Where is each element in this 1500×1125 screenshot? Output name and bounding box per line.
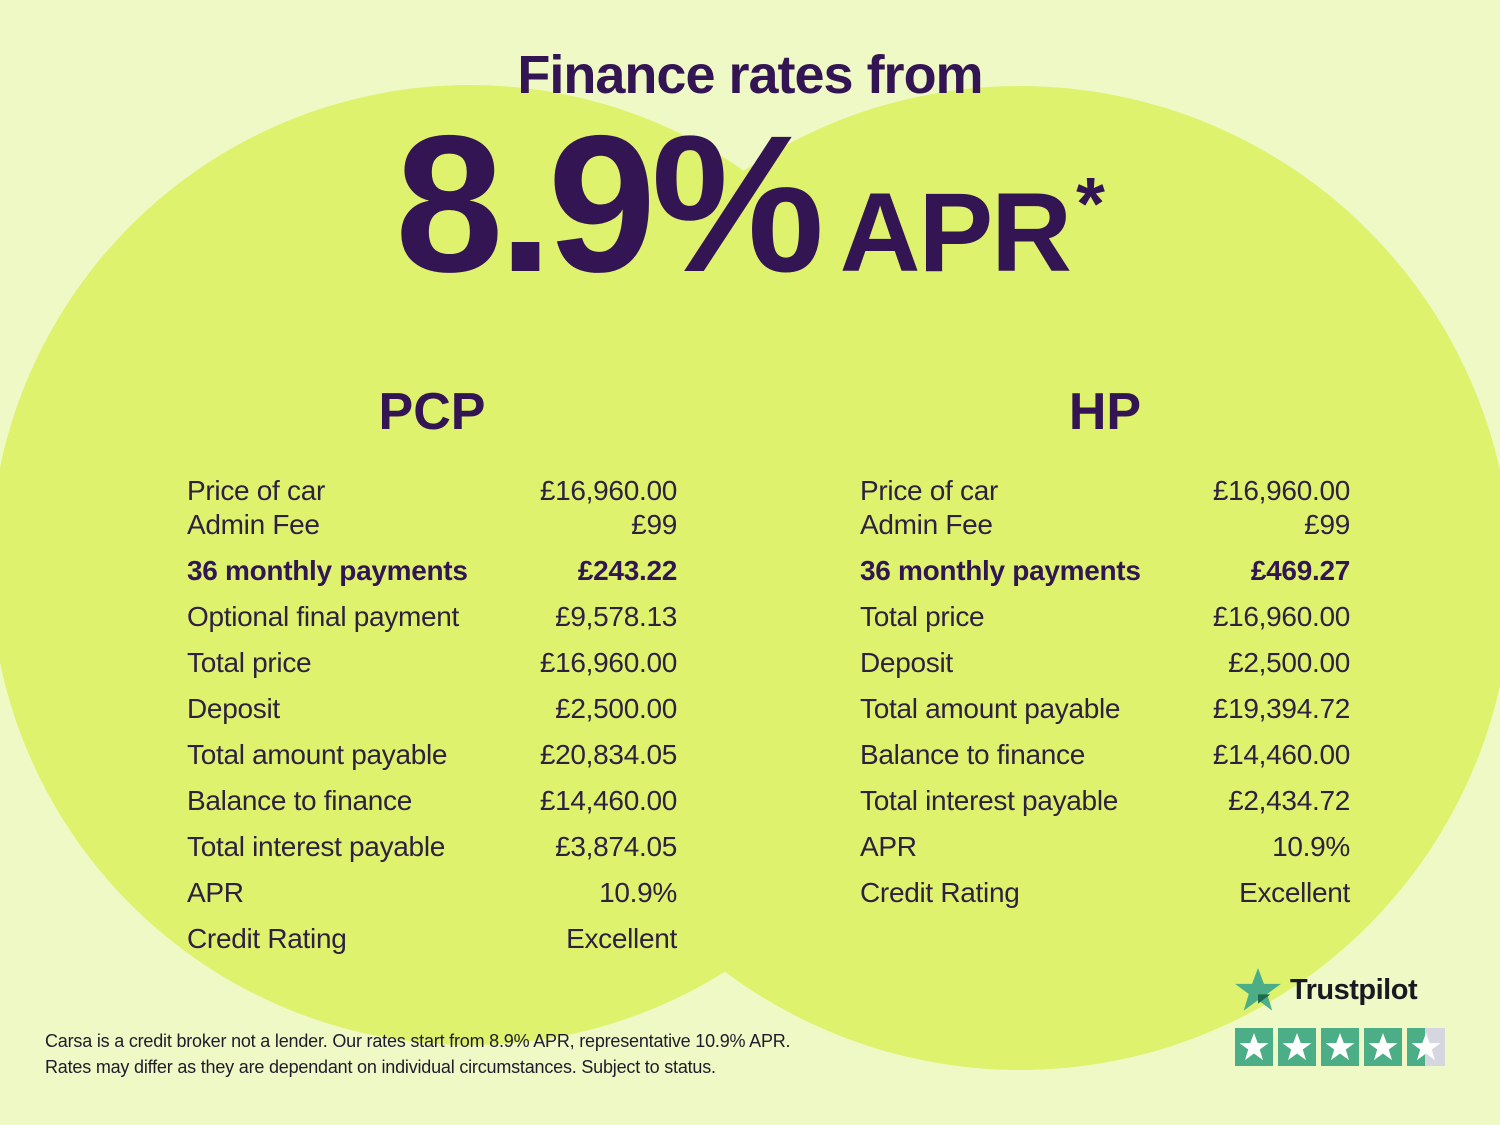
row-label: Total interest payable <box>860 785 1119 816</box>
trustpilot-star-icon <box>1235 968 1281 1012</box>
row-value: Excellent <box>1239 877 1350 908</box>
row-value: £16,960.00 <box>1212 475 1350 506</box>
row-label: Price of car <box>860 475 998 506</box>
row-value: £243.22 <box>577 555 677 586</box>
table-row <box>187 784 677 818</box>
rating-star-icon <box>1278 1028 1316 1066</box>
trustpilot-badge <box>1235 968 1447 1066</box>
row-label: Deposit <box>187 693 280 724</box>
table-row <box>187 508 677 542</box>
rating-star-icon <box>1364 1028 1402 1066</box>
table-row <box>187 692 677 726</box>
trustpilot-wordmark: Trustpilot <box>1290 973 1418 1006</box>
page-title: Finance rates from <box>517 45 983 105</box>
hp-heading: HP <box>1068 383 1142 441</box>
row-label: 36 monthly payments <box>860 555 1141 586</box>
row-label: Total amount payable <box>187 739 448 770</box>
row-value: £99 <box>1304 509 1350 540</box>
pcp-rows <box>187 474 677 956</box>
row-label: APR <box>187 877 244 908</box>
rating-star-icon <box>1407 1028 1445 1066</box>
hero-footnote-marker: * <box>1076 162 1105 245</box>
table-row <box>187 554 677 588</box>
row-value: £16,960.00 <box>539 647 677 678</box>
row-value: £469.27 <box>1250 555 1350 586</box>
hp-rows <box>860 474 1350 910</box>
row-label: Admin Fee <box>187 509 320 540</box>
row-value: £14,460.00 <box>1212 739 1350 770</box>
row-value: £99 <box>631 509 677 540</box>
row-value: £19,394.72 <box>1212 693 1350 724</box>
row-value: 10.9% <box>599 877 677 908</box>
row-label: Admin Fee <box>860 509 993 540</box>
row-label: Total price <box>860 601 985 632</box>
table-row <box>860 600 1350 634</box>
row-value: £2,434.72 <box>1228 785 1350 816</box>
row-label: Price of car <box>187 475 325 506</box>
row-value: £14,460.00 <box>539 785 677 816</box>
row-label: Credit Rating <box>187 923 347 954</box>
row-label: Total price <box>187 647 312 678</box>
table-row <box>860 646 1350 680</box>
row-value: £2,500.00 <box>1228 647 1350 678</box>
disclaimer-line-1: Carsa is a credit broker not a lender. Our rates start from 8.9% APR, representative 10.9% APR. <box>45 1031 791 1051</box>
hp-table <box>860 382 1350 910</box>
table-row <box>187 600 677 634</box>
row-label: Total interest payable <box>187 831 446 862</box>
row-value: £16,960.00 <box>539 475 677 506</box>
table-row <box>860 784 1350 818</box>
trustpilot-rating-stars <box>1235 1028 1447 1066</box>
disclaimer-line-2: Rates may differ as they are dependant on individual circumstances. Subject to status. <box>45 1057 716 1077</box>
table-row <box>860 692 1350 726</box>
row-value: £3,874.05 <box>555 831 677 862</box>
table-row <box>860 876 1350 910</box>
pcp-heading: PCP <box>378 383 486 441</box>
table-row <box>860 830 1350 864</box>
row-label: Optional final payment <box>187 601 460 632</box>
row-value: Excellent <box>566 923 677 954</box>
disclaimer-text <box>45 1028 790 1080</box>
rating-star-icon <box>1235 1028 1273 1066</box>
table-row <box>187 922 677 956</box>
row-value: £2,500.00 <box>555 693 677 724</box>
row-value: £9,578.13 <box>555 601 677 632</box>
table-row <box>860 474 1350 508</box>
row-label: 36 monthly payments <box>187 555 468 586</box>
table-row <box>187 738 677 772</box>
row-label: Total amount payable <box>860 693 1121 724</box>
row-label: Deposit <box>860 647 953 678</box>
row-value: £16,960.00 <box>1212 601 1350 632</box>
table-row <box>187 646 677 680</box>
row-label: APR <box>860 831 917 862</box>
row-value: 10.9% <box>1272 831 1350 862</box>
row-label: Balance to finance <box>187 785 412 816</box>
table-row <box>860 738 1350 772</box>
hero-apr-label: APR <box>839 170 1071 295</box>
table-row <box>187 876 677 910</box>
table-row <box>860 508 1350 542</box>
hero-rate-value: 8.9% <box>395 95 820 313</box>
row-label: Credit Rating <box>860 877 1020 908</box>
table-row <box>187 474 677 508</box>
row-value: £20,834.05 <box>539 739 677 770</box>
hero-rate <box>0 95 1500 313</box>
table-row <box>860 554 1350 588</box>
rating-star-icon <box>1321 1028 1359 1066</box>
table-row <box>187 830 677 864</box>
trustpilot-logo-row <box>1235 968 1447 1012</box>
pcp-table <box>187 382 677 956</box>
row-label: Balance to finance <box>860 739 1085 770</box>
